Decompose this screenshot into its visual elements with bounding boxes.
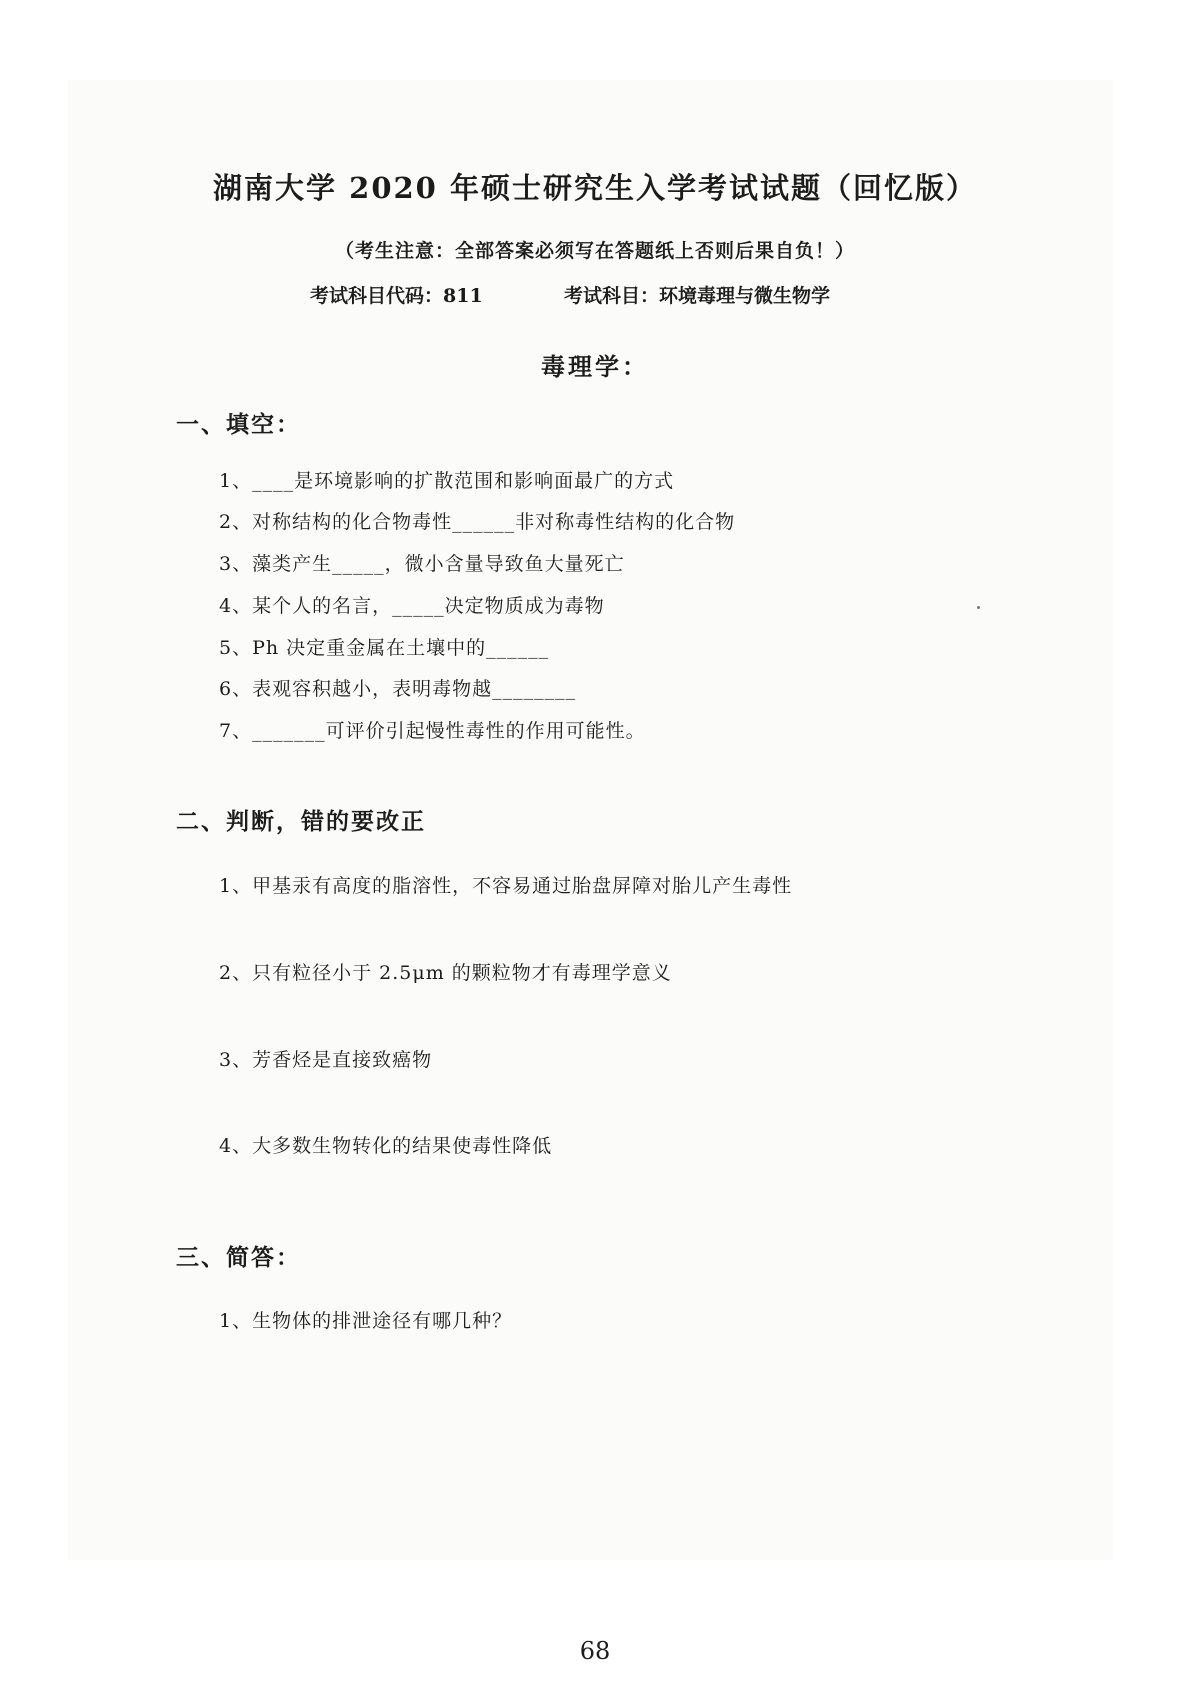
- true-false-question: 4、大多数生物转化的结果使毒性降低: [219, 1135, 553, 1157]
- page-number: 68: [579, 1637, 611, 1665]
- fill-in-question: 6、表观容积越小，表明毒物越________: [219, 678, 577, 700]
- fill-in-question: 7、_______可评价引起慢性毒性的作用可能性。: [219, 720, 646, 742]
- true-false-question: 2、只有粒径小于 2.5μm 的颗粒物才有毒理学意义: [219, 962, 672, 984]
- fill-in-question: 2、对称结构的化合物毒性______非对称毒性结构的化合物: [219, 511, 736, 533]
- true-false-question: 1、甲基汞有高度的脂溶性，不容易通过胎盘屏障对胎儿产生毒性: [219, 875, 793, 897]
- section-fill-in-heading: 一、填空：: [176, 411, 301, 438]
- part-title: 毒理学：: [541, 352, 649, 381]
- true-false-question: 3、芳香烃是直接致癌物: [219, 1049, 433, 1071]
- fill-in-question: 1、____是环境影响的扩散范围和影响面最广的方式: [219, 470, 675, 492]
- section-true-false-heading: 二、判断，错的要改正: [176, 808, 426, 835]
- subject-name: 考试科目：环境毒理与微生物学: [564, 285, 831, 307]
- exam-notice: （考生注意：全部答案必须写在答题纸上否则后果自负！）: [334, 240, 855, 262]
- fill-in-question: 4、某个人的名言，_____决定物质成为毒物: [219, 595, 605, 617]
- subject-code: 考试科目代码：811: [310, 285, 483, 307]
- short-answer-question: 1、生物体的排泄途径有哪几种？: [219, 1310, 513, 1332]
- exam-title: 湖南大学 2020 年硕士研究生入学考试试题（回忆版）: [213, 171, 977, 205]
- scan-speck: [977, 606, 980, 609]
- fill-in-question: 5、Ph 决定重金属在土壤中的______: [219, 637, 550, 659]
- fill-in-question: 3、藻类产生_____，微小含量导致鱼大量死亡: [219, 553, 625, 575]
- section-short-answer-heading: 三、简答：: [176, 1244, 301, 1271]
